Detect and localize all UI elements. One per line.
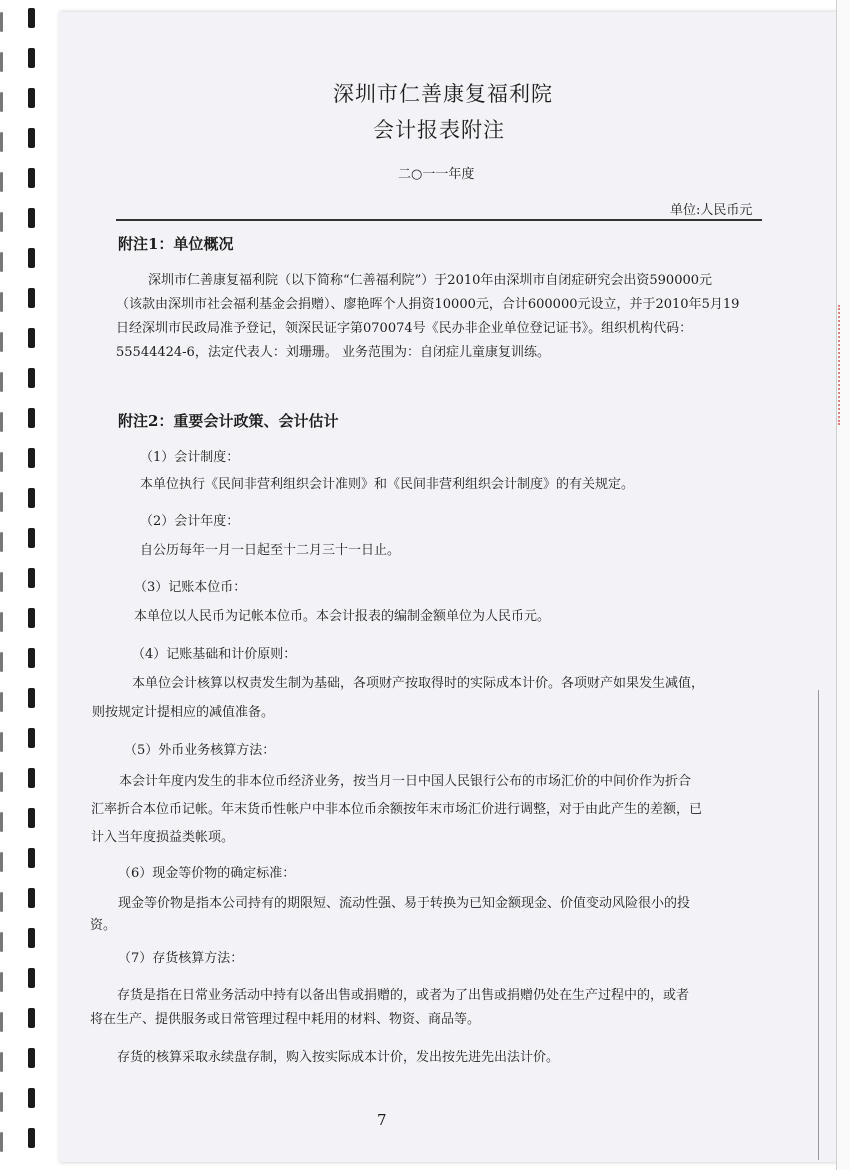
binding-ring (28, 848, 35, 868)
binding-ring-edge (0, 372, 3, 392)
section-text: 现金等价物是指本公司持有的期限短、流动性强、易于转换为已知金额现金、价值变动风险很小的投 (118, 896, 691, 911)
binding-ring-edge (0, 452, 3, 472)
page-edge (836, 0, 850, 1170)
binding-ring (28, 8, 35, 28)
binding-ring (28, 408, 35, 428)
organization-name: 深圳市仁善康复福利院 (333, 82, 553, 106)
section-text: 则按规定计提相应的减值准备。 (92, 705, 275, 720)
binding-ring-edge (0, 572, 3, 592)
section-title: （6）现金等价物的确定标准： (118, 866, 296, 881)
section-text: 存货的核算采取永续盘存制，购入按实际成本计价，发出按先进先出法计价。 (117, 1050, 560, 1065)
binding-ring (28, 488, 35, 508)
note2-heading: 附注2：重要会计政策、会计估计 (118, 412, 339, 430)
binding-ring (28, 528, 35, 548)
binding-ring (28, 448, 35, 468)
section-title: （2）会计年度： (140, 514, 240, 529)
stamp-mark (838, 305, 846, 425)
note1-line: （该款由深圳市社会福利基金会捐赠）、廖艳晖个人捐资10000元，合计600000元设立，并于2010年5月19 (116, 297, 740, 312)
binding-ring-edge (0, 692, 3, 712)
binding-ring (28, 768, 35, 788)
binding-ring (28, 728, 35, 748)
binding-ring (28, 808, 35, 828)
section-text: 汇率折合本位币记帐。年末货币性帐户中非本位币余额按年末市场汇价进行调整，对于由此产生的差额，已 (91, 802, 703, 817)
binding-ring (28, 1008, 35, 1028)
binding-ring-edge (0, 972, 3, 992)
binding-ring-edge (0, 132, 3, 152)
binding-ring (28, 568, 35, 588)
binding-ring (28, 248, 35, 268)
binding-ring (28, 1088, 35, 1108)
binding-ring (28, 1048, 35, 1068)
binding-ring-edge (0, 252, 3, 272)
binding-ring-edge (0, 412, 3, 432)
binding-ring-edge (0, 1012, 3, 1032)
binding-ring-edge (0, 292, 3, 312)
fiscal-year: 二○一一年度 (398, 167, 475, 182)
note1-line: 55544424-6，法定代表人：刘珊珊。 业务范围为：自闭症儿童康复训练。 (116, 345, 550, 360)
binding-ring-edge (0, 532, 3, 552)
section-text: 存货是指在日常业务活动中持有以备出售或捐赠的，或者为了出售或捐赠仍处在生产过程中的，或者 (117, 988, 690, 1003)
binding-ring (28, 328, 35, 348)
margin-line (818, 690, 819, 1160)
section-text: 计入当年度损益类帐项。 (91, 830, 235, 845)
section-text: 本会计年度内发生的非本位币经济业务，按当月一日中国人民银行公布的市场汇价的中间价作为折合 (119, 774, 692, 789)
binding-ring-edge (0, 172, 3, 192)
binding-ring-edge (0, 12, 3, 32)
binding-ring (28, 968, 35, 988)
binding-ring-edge (0, 1092, 3, 1112)
document-title: 会计报表附注 (373, 118, 505, 142)
binding-ring-edge (0, 52, 3, 72)
binding-ring (28, 128, 35, 148)
binding-ring (28, 208, 35, 228)
page-number: 7 (377, 1111, 387, 1129)
spiral-binding (0, 0, 60, 1170)
binding-ring (28, 608, 35, 628)
binding-ring (28, 688, 35, 708)
binding-ring-edge (0, 1132, 3, 1152)
section-text: 本单位会计核算以权责发生制为基础，各项财产按取得时的实际成本计价。各项财产如果发生减值， (132, 676, 705, 691)
binding-ring (28, 48, 35, 68)
binding-ring-edge (0, 852, 3, 872)
binding-ring-edge (0, 332, 3, 352)
binding-ring (28, 928, 35, 948)
section-title: （7）存货核算方法： (118, 951, 244, 966)
note1-heading: 附注1：单位概况 (118, 235, 234, 253)
note1-line: 日经深圳市民政局准予登记，领深民证字第070074号《民办非企业单位登记证书》。组织机构代码： (116, 321, 693, 336)
binding-ring-edge (0, 932, 3, 952)
binding-ring (28, 288, 35, 308)
section-text: 资。 (90, 918, 117, 933)
binding-ring-edge (0, 1052, 3, 1072)
binding-ring-edge (0, 732, 3, 752)
binding-ring (28, 1128, 35, 1148)
section-title: （1）会计制度： (140, 450, 240, 465)
binding-ring-edge (0, 612, 3, 632)
binding-ring-edge (0, 892, 3, 912)
section-title: （4）记账基础和计价原则： (132, 647, 297, 662)
section-title: （3）记账本位币： (134, 580, 247, 595)
binding-ring (28, 888, 35, 908)
section-text: 本单位执行《民间非营利组织会计准则》和《民间非营利组织会计制度》的有关规定。 (140, 477, 635, 492)
binding-ring (28, 88, 35, 108)
section-text: 将在生产、提供服务或日常管理过程中耗用的材料、物资、商品等。 (90, 1012, 481, 1027)
section-text: 自公历每年一月一日起至十二月三十一日止。 (140, 543, 401, 558)
binding-ring (28, 168, 35, 188)
binding-ring (28, 368, 35, 388)
binding-ring-edge (0, 652, 3, 672)
header-rule (116, 219, 762, 221)
binding-ring-edge (0, 812, 3, 832)
section-text: 本单位以人民币为记帐本位币。本会计报表的编制金额单位为人民币元。 (134, 609, 551, 624)
binding-ring-edge (0, 212, 3, 232)
currency-unit: 单位:人民币元 (670, 203, 753, 218)
section-title: （5）外币业务核算方法： (124, 743, 276, 758)
binding-ring (28, 648, 35, 668)
binding-ring-edge (0, 772, 3, 792)
binding-ring-edge (0, 92, 3, 112)
note1-line: 深圳市仁善康复福利院（以下简称“仁善福利院”）于2010年由深圳市自闭症研究会出资590000元 (148, 273, 713, 288)
binding-ring-edge (0, 492, 3, 512)
